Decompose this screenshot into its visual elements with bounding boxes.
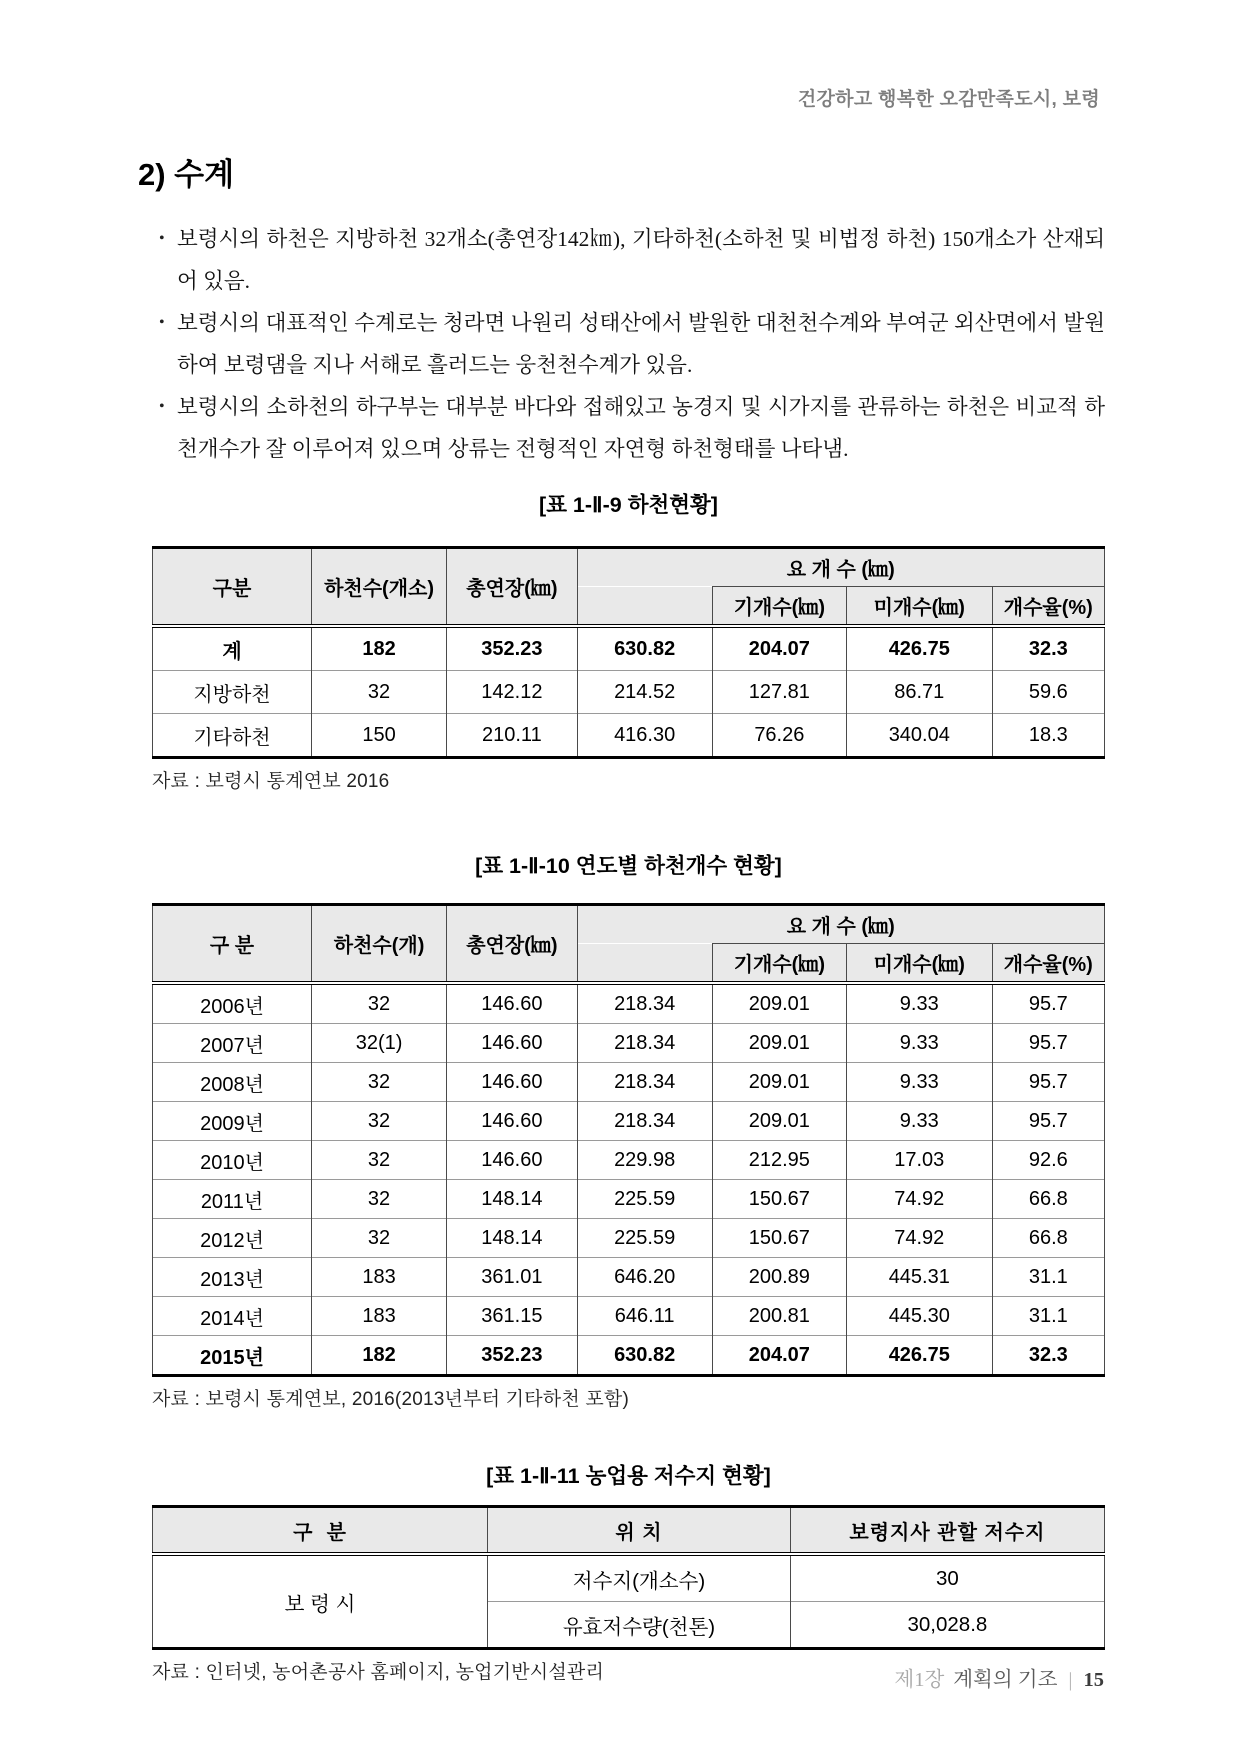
cell: 31.1 <box>992 1297 1104 1336</box>
header-cell: 미개수(㎞) <box>846 944 992 984</box>
cell: 146.60 <box>447 983 577 1024</box>
cell: 209.01 <box>712 1063 846 1102</box>
cell: 210.11 <box>447 714 577 758</box>
cell: 지방하천 <box>153 671 312 714</box>
cell: 146.60 <box>447 1063 577 1102</box>
cell: 225.59 <box>577 1180 712 1219</box>
header-cell: 개수율(%) <box>992 587 1104 627</box>
cell: 32 <box>311 1102 446 1141</box>
header-cell: 하천수(개) <box>311 905 446 984</box>
header-cell: 총연장(㎞) <box>447 548 577 627</box>
cell: 2008년 <box>153 1063 312 1102</box>
table-row <box>153 1141 1105 1180</box>
cell: 416.30 <box>577 714 712 758</box>
page-content <box>138 0 1105 1684</box>
header-cell: 구 분 <box>153 1507 488 1555</box>
cell: 426.75 <box>846 626 992 671</box>
cell: 361.01 <box>447 1258 577 1297</box>
cell: 445.31 <box>846 1258 992 1297</box>
cell: 66.8 <box>992 1180 1104 1219</box>
cell: 630.82 <box>577 626 712 671</box>
cell: 32 <box>311 1141 446 1180</box>
cell: 32 <box>311 1219 446 1258</box>
table-row <box>153 1297 1105 1336</box>
cell: 200.81 <box>712 1297 846 1336</box>
cell: 95.7 <box>992 1102 1104 1141</box>
cell: 146.60 <box>447 1102 577 1141</box>
header-empty-cell <box>577 587 712 627</box>
header-cell: 구 분 <box>153 905 312 984</box>
footer-chapter-title: 계획의 기조 <box>953 1669 1058 1691</box>
cell: 352.23 <box>447 1336 577 1376</box>
bullet-item: • 보령시의 하천은 지방하천 32개소(총연장142㎞), 기타하천(소하천 및 비법정 하천) 150개소가 산재되어 있음. <box>152 218 1105 302</box>
table-header-row <box>153 1507 1105 1555</box>
cell: 32(1) <box>311 1024 446 1063</box>
cell: 146.60 <box>447 1024 577 1063</box>
cell: 182 <box>311 626 446 671</box>
cell: 200.89 <box>712 1258 846 1297</box>
table-row <box>153 1258 1105 1297</box>
table-row <box>153 671 1105 714</box>
cell: 2012년 <box>153 1219 312 1258</box>
cell: 150 <box>311 714 446 758</box>
header-cell: 구분 <box>153 548 312 627</box>
cell: 150.67 <box>712 1219 846 1258</box>
table-row <box>153 1336 1105 1376</box>
cell: 92.6 <box>992 1141 1104 1180</box>
cell: 214.52 <box>577 671 712 714</box>
cell: 361.15 <box>447 1297 577 1336</box>
cell: 32.3 <box>992 1336 1104 1376</box>
cell: 209.01 <box>712 1102 846 1141</box>
cell: 218.34 <box>577 1024 712 1063</box>
cell: 74.92 <box>846 1219 992 1258</box>
table-row <box>153 1063 1105 1102</box>
cell: 646.20 <box>577 1258 712 1297</box>
cell: 218.34 <box>577 1063 712 1102</box>
table-source-rivers: 자료 : 보령시 통계연보 2016 <box>152 771 390 792</box>
cell: 32 <box>311 1063 446 1102</box>
footer-page-number: 15 <box>1083 1669 1104 1691</box>
cell: 32 <box>311 671 446 714</box>
cell: 2010년 <box>153 1141 312 1180</box>
header-cell: 기개수(㎞) <box>712 587 846 627</box>
cell: 183 <box>311 1258 446 1297</box>
cell: 18.3 <box>992 714 1104 758</box>
cell: 2009년 <box>153 1102 312 1141</box>
cell: 30 <box>790 1554 1104 1602</box>
cell: 계 <box>153 626 312 671</box>
table-row <box>153 1024 1105 1063</box>
table-row <box>153 626 1105 671</box>
row-label-cell: 보 령 시 <box>153 1554 488 1649</box>
table-row <box>153 1102 1105 1141</box>
cell: 218.34 <box>577 983 712 1024</box>
cell: 17.03 <box>846 1141 992 1180</box>
rivers-table <box>152 546 1105 759</box>
cell: 31.1 <box>992 1258 1104 1297</box>
cell: 76.26 <box>712 714 846 758</box>
table-caption-yearly: [표 1-Ⅱ-10 연도별 하천개수 현황] <box>475 854 782 878</box>
bullet-item: • 보령시의 대표적인 수계로는 청라면 나원리 성태산에서 발원한 대천천수계와 부여군 외산면에서 발원하여 보령댐을 지나 서해로 흘러드는 웅천천수계가 있음. <box>152 302 1105 386</box>
cell: 2015년 <box>153 1336 312 1376</box>
cell: 204.07 <box>712 626 846 671</box>
cell: 352.23 <box>447 626 577 671</box>
header-group-cell: 요 개 수 (㎞) <box>577 905 1104 944</box>
cell: 95.7 <box>992 1063 1104 1102</box>
cell: 74.92 <box>846 1180 992 1219</box>
cell: 9.33 <box>846 1024 992 1063</box>
cell: 저수지(개소수) <box>488 1554 791 1602</box>
header-cell: 기개수(㎞) <box>712 944 846 984</box>
cell: 9.33 <box>846 983 992 1024</box>
table-row <box>153 1554 1105 1602</box>
cell: 209.01 <box>712 1024 846 1063</box>
cell: 95.7 <box>992 983 1104 1024</box>
cell: 340.04 <box>846 714 992 758</box>
footer-chapter: 제1장 <box>894 1669 945 1691</box>
cell: 66.8 <box>992 1219 1104 1258</box>
cell: 2011년 <box>153 1180 312 1219</box>
cell: 209.01 <box>712 983 846 1024</box>
header-cell: 개수율(%) <box>992 944 1104 984</box>
cell: 2007년 <box>153 1024 312 1063</box>
header-group-cell: 요 개 수 (㎞) <box>577 548 1104 587</box>
cell: 148.14 <box>447 1219 577 1258</box>
cell: 212.95 <box>712 1141 846 1180</box>
page-footer <box>894 1662 1104 1692</box>
cell: 32.3 <box>992 626 1104 671</box>
yearly-table <box>152 903 1105 1377</box>
cell: 95.7 <box>992 1024 1104 1063</box>
cell: 148.14 <box>447 1180 577 1219</box>
cell: 182 <box>311 1336 446 1376</box>
header-cell: 미개수(㎞) <box>846 587 992 627</box>
cell: 142.12 <box>447 671 577 714</box>
footer-separator: | <box>1068 1669 1073 1691</box>
section-title: 2) 수계 <box>138 157 235 192</box>
table-header-row <box>153 548 1105 587</box>
bullet-list <box>152 218 1105 470</box>
cell: 2013년 <box>153 1258 312 1297</box>
cell: 218.34 <box>577 1102 712 1141</box>
table-caption-reservoir: [표 1-Ⅱ-11 농업용 저수지 현황] <box>486 1464 771 1488</box>
cell: 30,028.8 <box>790 1602 1104 1649</box>
bullet-item: • 보령시의 소하천의 하구부는 대부분 바다와 접해있고 농경지 및 시가지를 관류하는 하천은 비교적 하천개수가 잘 이루어져 있으며 상류는 전형적인 자연형 하천형태를 나타냄. <box>152 386 1105 470</box>
cell: 225.59 <box>577 1219 712 1258</box>
cell: 유효저수량(천톤) <box>488 1602 791 1649</box>
table-row <box>153 983 1105 1024</box>
header-cell: 보령지사 관할 저수지 <box>790 1507 1104 1555</box>
cell: 기타하천 <box>153 714 312 758</box>
header-empty-cell <box>577 944 712 984</box>
cell: 229.98 <box>577 1141 712 1180</box>
reservoir-table <box>152 1505 1105 1650</box>
cell: 146.60 <box>447 1141 577 1180</box>
page-header-slogan: 건강하고 행복한 오감만족도시, 보령 <box>797 89 1100 110</box>
cell: 127.81 <box>712 671 846 714</box>
cell: 183 <box>311 1297 446 1336</box>
cell: 2006년 <box>153 983 312 1024</box>
cell: 86.71 <box>846 671 992 714</box>
cell: 32 <box>311 1180 446 1219</box>
table-row <box>153 714 1105 758</box>
header-cell: 하천수(개소) <box>311 548 446 627</box>
cell: 59.6 <box>992 671 1104 714</box>
table-source-yearly: 자료 : 보령시 통계연보, 2016(2013년부터 기타하천 포함) <box>152 1389 629 1410</box>
cell: 2014년 <box>153 1297 312 1336</box>
cell: 9.33 <box>846 1063 992 1102</box>
cell: 445.30 <box>846 1297 992 1336</box>
cell: 204.07 <box>712 1336 846 1376</box>
cell: 646.11 <box>577 1297 712 1336</box>
table-caption-rivers: [표 1-Ⅱ-9 하천현황] <box>539 493 718 517</box>
table-header-row <box>153 905 1105 944</box>
cell: 9.33 <box>846 1102 992 1141</box>
header-cell: 위 치 <box>488 1507 791 1555</box>
table-source-reservoir: 자료 : 인터넷, 농어촌공사 홈페이지, 농업기반시설관리 <box>152 1662 605 1683</box>
cell: 32 <box>311 983 446 1024</box>
header-cell: 총연장(㎞) <box>447 905 577 984</box>
table-row <box>153 1180 1105 1219</box>
cell: 150.67 <box>712 1180 846 1219</box>
table-row <box>153 1219 1105 1258</box>
cell: 630.82 <box>577 1336 712 1376</box>
cell: 426.75 <box>846 1336 992 1376</box>
